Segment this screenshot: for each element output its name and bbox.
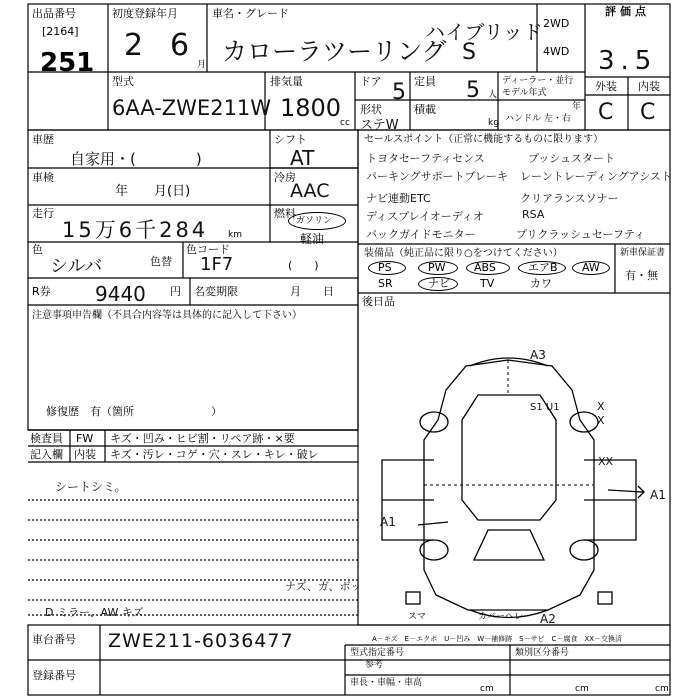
score-label: 評価点: [605, 5, 650, 18]
note-line-2: ナズ、ガ、ボッ: [285, 580, 362, 593]
model-value: 6AA-ZWE211W: [112, 96, 272, 120]
color-value: シルバ: [50, 256, 103, 277]
reg-no-label: 登録番号: [32, 669, 76, 682]
sales-point-10: プリクラッシュセーフティ: [516, 228, 646, 241]
name-label: 車名・グレード: [212, 7, 289, 20]
mark-a2: A2: [540, 612, 556, 626]
color-code-value: 1F7: [200, 254, 234, 275]
history-label: 車歴: [32, 133, 54, 146]
sales-point-1: トヨタセーフティセンス: [366, 152, 485, 165]
reg-label: 初度登録年月: [112, 7, 178, 20]
chassis-label: 車台番号: [32, 633, 76, 646]
equip-pw: PW: [428, 261, 446, 274]
body-label: 形状: [360, 103, 382, 116]
shift-label: シフト: [274, 133, 307, 146]
reg-month: 6: [170, 28, 190, 63]
equip-tv: TV: [480, 277, 495, 290]
sales-point-5: ナビ連動ETC: [366, 192, 431, 205]
car-hybrid: ハイブリッド: [425, 20, 543, 44]
mark-x2: X: [597, 414, 605, 427]
cm-unit-3: cm: [655, 684, 669, 694]
sales-point-4: レーントレーディングアシスト: [520, 170, 672, 183]
mark-x1: X: [597, 400, 605, 413]
expiry-label: 名変期限: [194, 285, 238, 298]
score-ext: C: [598, 100, 614, 125]
load-label: 積載: [414, 103, 436, 116]
fuel-diesel: 軽油: [300, 232, 325, 246]
year-unit: 年: [572, 102, 582, 112]
displacement-label: 排気量: [270, 75, 303, 88]
sales-point-8: RSA: [522, 208, 545, 221]
warranty-label: 新車保証書: [620, 248, 666, 258]
sales-point-6: クリアランスソナー: [520, 192, 619, 205]
capacity-value: 5: [466, 78, 480, 103]
car-grade: S: [462, 40, 476, 65]
diagram-caption-1: スマ: [408, 612, 426, 622]
shift-value: AT: [290, 146, 315, 170]
score-int: C: [640, 100, 656, 125]
model-label: 型式: [112, 75, 134, 88]
equip-aw: AW: [582, 261, 600, 274]
shaken-label: 車検: [32, 171, 54, 184]
int-items: キズ・汚レ・コゲ・穴・スレ・キレ・破レ: [110, 448, 319, 461]
warranty-value: 有・無: [625, 269, 658, 282]
drive-4wd: 4WD: [543, 45, 570, 58]
fuel-other: ( ): [288, 259, 319, 272]
displacement-value: 1800: [280, 94, 342, 122]
int-label: 内装: [74, 448, 96, 461]
fuel-gas: ガソリン: [296, 216, 333, 226]
cm-unit-2: cm: [575, 684, 589, 694]
ac-label: 冷房: [274, 171, 296, 184]
sales-point-3: パーキングサポートブレーキ: [366, 170, 508, 183]
shaken-value: 年 月(日): [115, 184, 191, 199]
repair-label: 修復歴 有（箇所 ）: [46, 405, 222, 418]
diagram-legend: A－キズ E－エクボ U－凹み W－補修跡 S－サビ C－腐食 XX－交換済: [372, 635, 623, 643]
doors-value: 5: [392, 80, 406, 105]
doors-label: ドア: [360, 75, 382, 88]
chassis-value: ZWE211-6036477: [108, 630, 294, 652]
fw-label: FW: [76, 432, 94, 445]
reg-year: 2: [124, 28, 144, 63]
mark-a1-right: A1: [650, 488, 666, 502]
mark-s1u1: S1 U1: [530, 402, 560, 413]
score-ext-label: 外装: [595, 80, 617, 93]
mark-a3: A3: [530, 348, 546, 362]
mileage-label: 走行: [32, 207, 54, 220]
type-no-label: 類別区分番号: [515, 648, 570, 658]
drive-2wd: 2WD: [543, 17, 570, 30]
recycle-value: 9440: [95, 282, 146, 306]
dealer-label: ディーラー・並行: [502, 76, 574, 86]
recycle-unit: 円: [170, 285, 181, 298]
history-value: 自家用・( ): [70, 150, 202, 168]
car-name: カローラツーリング: [222, 37, 447, 66]
cm-unit-1: cm: [480, 684, 494, 694]
sales-point-7: ディスプレイオーディオ: [366, 210, 484, 223]
color-no-label: 色替: [150, 255, 172, 268]
recycle-label: R券: [32, 285, 51, 298]
body-value: ステW: [360, 118, 399, 133]
displacement-unit: cc: [340, 118, 350, 128]
expiry-value: 月 日: [290, 285, 334, 298]
equipment-title: 装備品（純正品に限り○をつけてください）: [364, 248, 563, 259]
handle-label: ハンドル 左・右: [505, 114, 571, 124]
diagram-title: 後日品: [362, 295, 395, 308]
capacity-unit: 人: [488, 90, 498, 100]
mark-a1-left: A1: [380, 515, 396, 529]
dims-label: 車長・車幅・車高: [350, 678, 423, 688]
mileage-value: 15万6千284: [62, 218, 209, 242]
mark-xx: XX: [598, 455, 614, 468]
score-value: 3.5: [598, 46, 658, 76]
load-unit: kg: [488, 118, 499, 128]
sales-points-title: セールスポイント（正常に機能するものに限ります）: [364, 134, 604, 145]
equip-navi: ナビ: [428, 277, 450, 290]
spec-ref-label: 参考: [365, 660, 384, 670]
lot-sub: [2164]: [42, 25, 79, 38]
spec-no-label: 型式指定番号: [350, 648, 405, 658]
lot-number: 251: [40, 48, 95, 78]
fw-items: キズ・凹み・ヒビ割・リペア跡・×要: [110, 432, 295, 445]
notes-label: 注意事項申告欄（不具合内容等は具体的に記入して下さい）: [32, 310, 302, 321]
diagram-caption-2: カバーヘレ: [478, 612, 524, 622]
equip-ps: PS: [378, 261, 392, 274]
lot-label: 出品番号: [32, 7, 76, 20]
inspector-label: 検査員: [30, 432, 63, 445]
capacity-label: 定員: [414, 75, 436, 88]
equip-abs: ABS: [474, 261, 496, 274]
note-line-3: D ミラー、AW キズ: [45, 606, 144, 619]
score-int-label: 内装: [638, 80, 660, 93]
color-code-label: 色コード: [186, 243, 230, 256]
color-label: 色: [32, 243, 43, 256]
car-damage-diagram: [358, 310, 670, 625]
sales-point-2: プッシュスタート: [528, 152, 616, 165]
equip-leather: カワ: [530, 277, 552, 290]
model-year-label: モデル年式: [502, 88, 547, 98]
entry-label: 記入欄: [30, 448, 63, 461]
equip-airbag: エアB: [528, 261, 558, 274]
reg-month-unit: 月: [197, 60, 207, 70]
sales-point-9: バックガイドモニター: [366, 228, 476, 241]
ac-value: AAC: [290, 180, 330, 202]
fuel-label: 燃料: [274, 207, 296, 220]
equip-sr: SR: [378, 277, 393, 290]
mileage-unit: km: [228, 230, 242, 240]
note-line-1: シートシミ。: [55, 480, 127, 494]
